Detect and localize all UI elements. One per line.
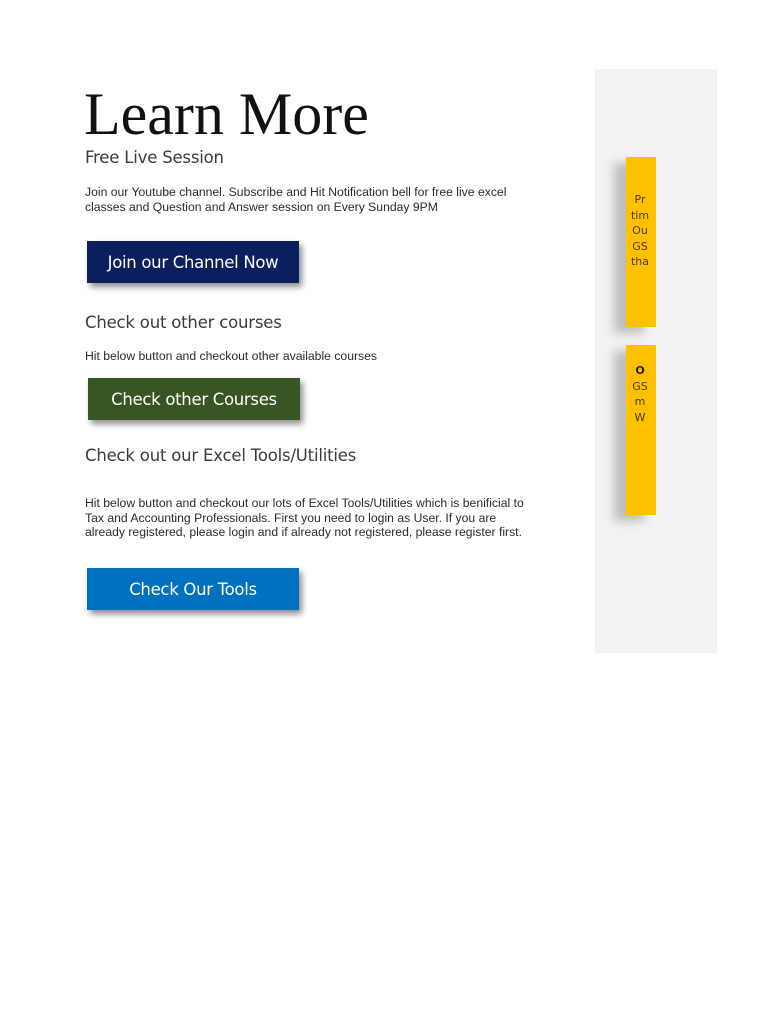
promo-card-line: GS [632,239,648,253]
free-live-session-heading: Free Live Session [85,148,224,167]
check-courses-button[interactable]: Check other Courses [88,378,300,420]
other-courses-text: Hit below button and checkout other available courses [85,349,378,363]
promo-card-line: Pr [634,193,646,206]
promo-card-line: tha [630,255,650,268]
join-channel-button[interactable]: Join our Channel Now [87,241,299,283]
check-tools-button[interactable]: Check Our Tools [87,568,299,610]
promo-card-line: GS [632,379,648,393]
page-title: Learn More [84,81,369,147]
promo-card-line: m [634,395,646,408]
other-courses-heading: Check out other courses [85,313,282,332]
promo-card-line: O [635,364,645,377]
promo-card-line: W [634,410,646,424]
promo-card[interactable] [626,345,656,515]
sidebar-panel [595,69,717,653]
excel-tools-text: Hit below button and checkout our lots of Excel Tools/Utilities which is benificial to Tax and Accounting Professionals. First you need to login as User. If you are already registered, please login and if already not registered, please register first. [85,496,524,539]
excel-tools-heading: Check out our Excel Tools/Utilities [85,446,357,465]
promo-card-line: Ou [632,224,648,237]
promo-card-line: tim [630,208,650,222]
promo-card[interactable] [626,157,656,327]
free-live-session-text: Join our Youtube channel. Subscribe and Hit Notification bell for free live excel classes and Question and Answer session on Every Sunday 9PM [85,185,507,214]
